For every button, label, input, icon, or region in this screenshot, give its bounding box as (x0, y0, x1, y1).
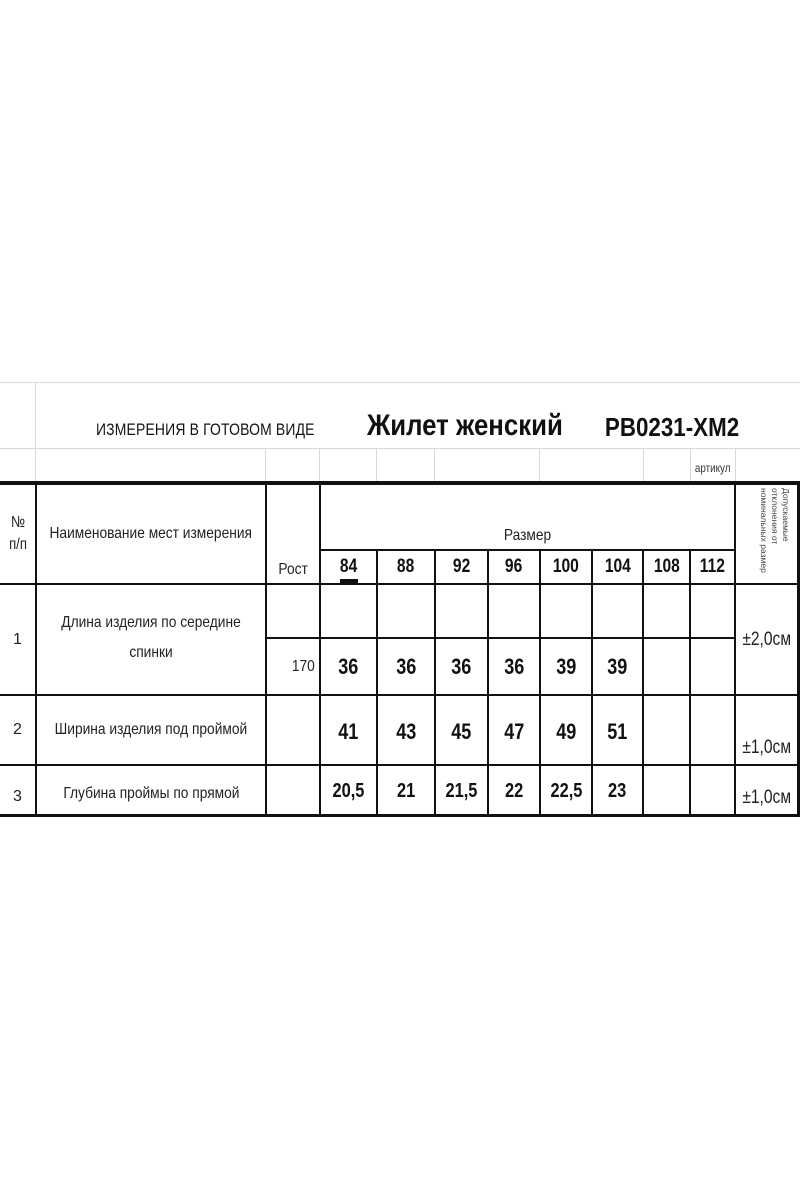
row1-value-text: 36 (503, 654, 525, 679)
row2-value-text: 41 (338, 719, 359, 744)
grid-line (539, 448, 540, 482)
header-bottom-border (0, 583, 800, 585)
row2-number (0, 696, 35, 764)
row1-number (0, 585, 35, 694)
row1-value (378, 640, 434, 694)
article-code-text: PB0231-XM2 (605, 411, 740, 442)
product-name (350, 402, 580, 450)
row1-value (593, 640, 642, 694)
header-height-text: Рост (278, 561, 308, 578)
grid-line (434, 448, 435, 482)
row2-value (321, 712, 376, 752)
row3-value-text: 21,5 (445, 779, 478, 802)
grid-line (35, 382, 36, 482)
article-label-text: артикул (694, 461, 731, 475)
row2-value (378, 712, 434, 752)
row1-value (489, 640, 539, 694)
row2-value (644, 712, 689, 752)
row2-value-text: 45 (451, 719, 472, 744)
header-number (0, 485, 35, 583)
row1-name-text: Длина изделия по середине спинки (61, 613, 241, 661)
row1-height (267, 639, 317, 694)
row3-name-text: Глубина проймы по прямой (62, 785, 240, 802)
header-size-group (321, 522, 734, 550)
row1-value-text: 39 (607, 654, 628, 679)
col-line (734, 483, 736, 816)
row2-value (541, 712, 591, 752)
row3-value-text: 22 (504, 779, 524, 802)
row1-number-text: 1 (13, 630, 22, 648)
grid-line (319, 448, 320, 482)
grid-line (376, 448, 377, 482)
measurements-heading (60, 410, 350, 450)
header-tolerance (737, 488, 797, 582)
size-88-text: 88 (397, 556, 415, 577)
row1-name (37, 600, 265, 675)
size-108-text: 108 (653, 556, 680, 577)
size-100 (541, 551, 591, 583)
header-name (37, 485, 265, 583)
row3-value (489, 770, 539, 812)
grid-line (643, 448, 644, 482)
row1-value-text: 36 (338, 654, 359, 679)
row1-value-text: 36 (451, 654, 472, 679)
row3-value (593, 770, 642, 812)
row1-value (321, 640, 376, 694)
header-tolerance-text: Допускаемые отклонения от номинальных размер (759, 488, 791, 573)
row3-value-text: 23 (608, 779, 627, 802)
row1-value-text: 39 (555, 654, 577, 679)
measurements-heading-text: ИЗМЕРЕНИЯ В ГОТОВОМ ВИДЕ (95, 420, 315, 439)
row2-value (436, 712, 487, 752)
size-96-text: 96 (505, 556, 523, 577)
size-112-text: 112 (699, 556, 726, 577)
row2-name-text: Ширина изделия под проймой (54, 721, 248, 738)
size-108 (644, 551, 689, 583)
grid-line (265, 448, 266, 482)
row3-value (436, 770, 487, 812)
row3-value (378, 770, 434, 812)
header-number-text: № п/п (8, 514, 27, 553)
row3-value-text: 20,5 (332, 779, 365, 802)
row1-tolerance (737, 620, 797, 660)
row2-value-text: 43 (395, 719, 417, 744)
row1-tolerance-text: ±2,0см (742, 629, 792, 650)
row2-name (37, 696, 265, 764)
row2-value-text: 49 (555, 719, 577, 744)
size-92-text: 92 (452, 556, 471, 577)
row2-tolerance-text: ±1,0см (742, 737, 792, 758)
row3-tolerance-text: ±1,0см (742, 787, 792, 808)
header-size-group-text: Размер (503, 527, 552, 544)
grid-line (735, 448, 736, 482)
row1-split-line (265, 637, 735, 639)
article-label (690, 456, 735, 480)
size-84-text: 84 (339, 556, 358, 577)
product-name-text: Жилет женский (367, 409, 563, 442)
row1-value (644, 640, 689, 694)
row1-value (436, 640, 487, 694)
row3-value (691, 770, 734, 812)
row3-tolerance (737, 782, 797, 814)
row3-number (0, 780, 35, 814)
row2-tolerance (737, 732, 797, 764)
header-height (267, 552, 319, 588)
size-104 (593, 551, 642, 583)
grid-line (0, 382, 800, 383)
row3-value-text: 21 (396, 779, 416, 802)
size-112 (691, 551, 734, 583)
row3-number-text: 3 (13, 788, 22, 805)
size-92 (436, 551, 487, 583)
row1-value-text: 36 (395, 654, 417, 679)
header-name-text: Наименование мест измерения (49, 525, 253, 542)
row2-value (593, 712, 642, 752)
size-96 (489, 551, 539, 583)
row1-height-text: 170 (292, 657, 316, 675)
row2-number-text: 2 (13, 721, 22, 738)
highlight-underline (340, 579, 358, 583)
row2-value (691, 712, 734, 752)
article-code (590, 404, 755, 450)
row2-value-text: 47 (503, 719, 525, 744)
size-88 (378, 551, 434, 583)
row2-value-text: 51 (607, 719, 628, 744)
row3-value-text: 22,5 (550, 779, 582, 802)
row3-value (321, 770, 376, 812)
row3-name (37, 766, 265, 822)
row2-value (489, 712, 539, 752)
row1-value (691, 640, 734, 694)
row3-value (541, 770, 591, 812)
size-100-text: 100 (552, 556, 579, 577)
row1-value (541, 640, 591, 694)
row3-value (644, 770, 689, 812)
size-104-text: 104 (604, 556, 631, 577)
